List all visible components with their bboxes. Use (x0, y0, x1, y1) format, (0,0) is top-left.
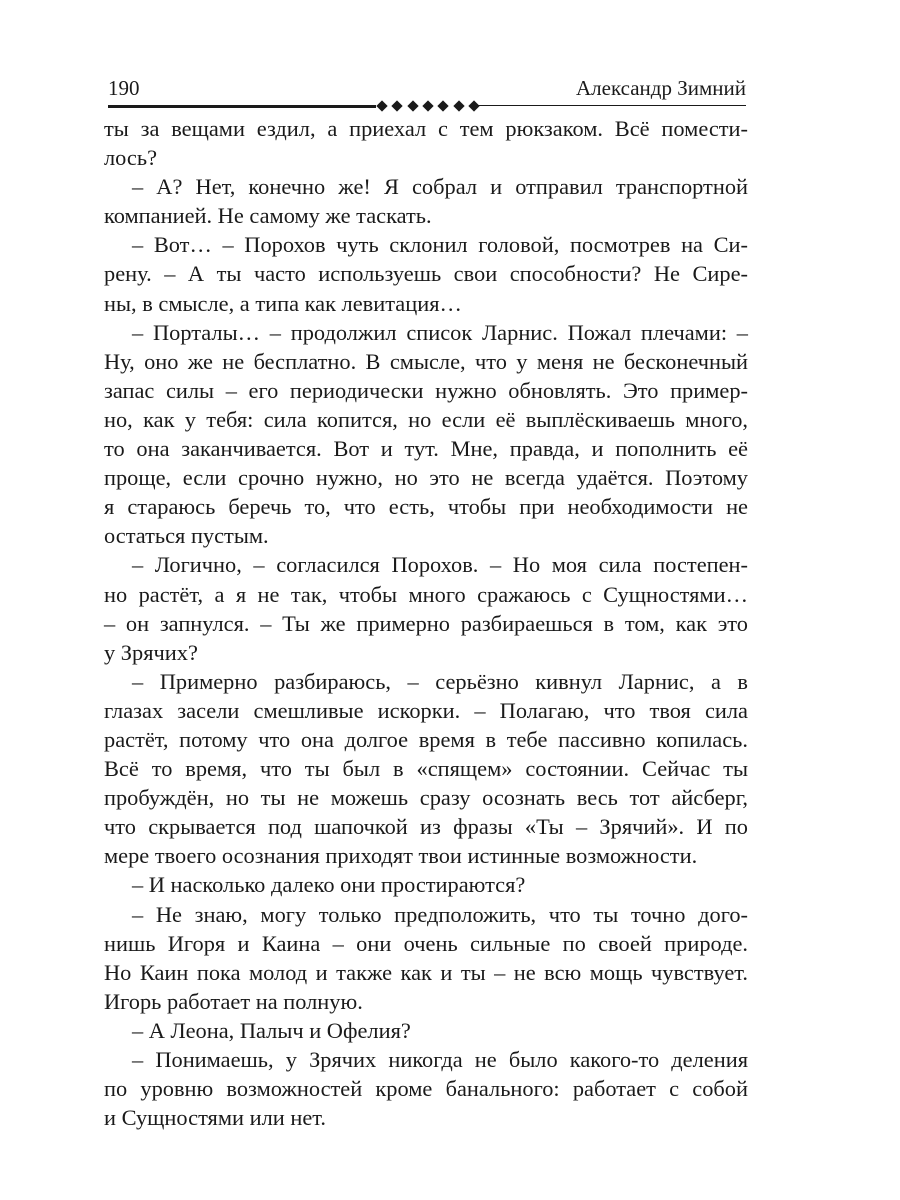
text-line: остаться пустым. (104, 523, 269, 549)
text-line: рену. – А ты часто используешь свои способности? Не Сире- (104, 261, 748, 287)
diamond-icon (407, 100, 418, 111)
text-line: но растёт, а я не так, чтобы много сражаюсь с Сущностями… (104, 581, 748, 607)
rule-right-thin (478, 105, 746, 106)
rule-left-thick (108, 105, 376, 108)
header-ornament-rule (108, 98, 746, 114)
text-line: по уровню возможностей кроме банального: работает с собой (104, 1076, 748, 1102)
page-number: 190 (108, 76, 140, 100)
text-line: и Сущностями или нет. (104, 1105, 326, 1131)
text-line: но, как у тебя: сила копится, но если её выплёскиваешь много, (104, 406, 748, 432)
diamond-icon (376, 100, 387, 111)
text-line: – он запнулся. – Ты же примерно разбираешься в том, как это (104, 610, 748, 636)
text-line: Но Каин пока молод и также как и ты – не всю мощь чувствует. (104, 959, 748, 985)
text-line: у Зрячих? (104, 639, 198, 665)
diamond-icon (468, 100, 479, 111)
text-line: компанией. Не самому же таскать. (104, 203, 432, 229)
text-line: – Порталы… – продолжил список Ларнис. Пожал плечами: – (132, 319, 748, 345)
text-line: проще, если срочно нужно, но это не всегда удаётся. Поэтому (104, 465, 748, 491)
text-line: пробуждён, но ты не можешь сразу осознать весь тот айсберг, (104, 785, 748, 811)
diamond-icon (453, 100, 464, 111)
text-line: – Понимаешь, у Зрячих никогда не было какого-то деления (132, 1047, 748, 1072)
text-line: Всё то время, что ты был в «спящем» состоянии. Сейчас ты (104, 756, 748, 782)
text-line: лось? (104, 145, 158, 171)
text-line: мере твоего осознания приходят твои истинные возможности. (104, 843, 698, 869)
page-body-text (104, 114, 748, 1132)
text-line: – А? Нет, конечно же! Я собрал и отправил транспортной (132, 174, 748, 200)
diamond-icon (392, 100, 403, 111)
text-line: – А Леона, Палыч и Офелия? (132, 1017, 411, 1043)
text-line: растёт, потому что она долгое время в тебе пассивно копилась. (104, 726, 748, 752)
text-line: ны, в смысле, а типа как левитация… (104, 290, 462, 316)
text-line: – И насколько далеко они простираются? (132, 872, 526, 898)
running-title: Александр Зимний (576, 76, 746, 100)
text-line: – Вот… – Порохов чуть склонил головой, посмотрев на Си- (132, 232, 748, 258)
text-line: – Не знаю, могу только предположить, что ты точно дого- (132, 901, 748, 927)
text-line: то она заканчивается. Вот и тут. Мне, правда, и пополнить её (104, 436, 748, 462)
text-line: нишь Игоря и Каина – они очень сильные по своей природе. (104, 930, 748, 956)
text-line: Ну, оно же не бесплатно. В смысле, что у меня не бесконечный (104, 348, 748, 374)
text-line: глазах засели смешливые искорки. – Полагаю, что твоя сила (104, 697, 748, 723)
diamond-icon (438, 100, 449, 111)
diamond-icon (422, 100, 433, 111)
text-line: Игорь работает на полную. (104, 988, 363, 1014)
diamond-ornament (378, 98, 478, 114)
text-line: – Логично, – согласился Порохов. – Но моя сила постепен- (132, 552, 748, 578)
text-line: я стараюсь беречь то, что есть, чтобы при необходимости не (104, 494, 748, 520)
text-line: запас силы – его периодически нужно обновлять. Это пример- (104, 377, 748, 403)
text-line: что скрывается под шапочкой из фразы «Ты – Зрячий». И по (104, 814, 748, 840)
text-line: ты за вещами ездил, а приехал с тем рюкзаком. Всё помести- (104, 116, 748, 141)
text-line: – Примерно разбираюсь, – серьёзно кивнул Ларнис, а в (132, 668, 748, 694)
